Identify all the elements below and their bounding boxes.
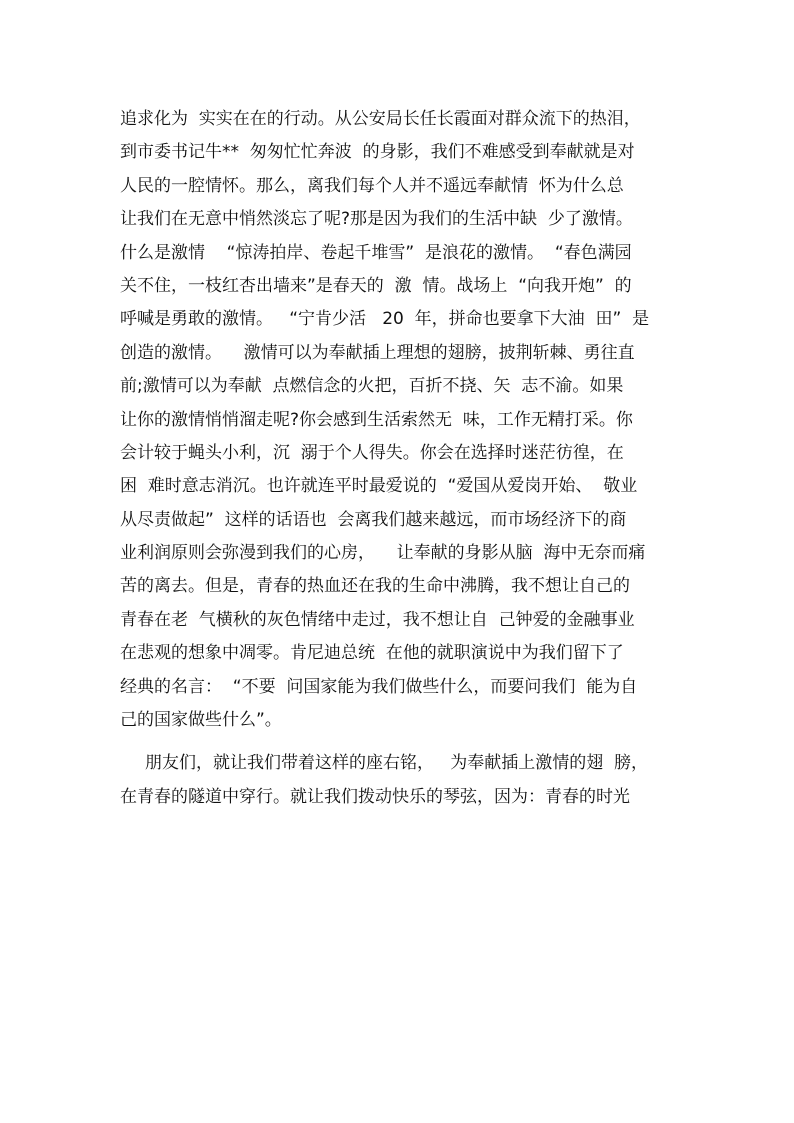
text-line: 呼喊是勇敢的激情。 “宁肯少活 20 年，拼命也要拿下大油 田” 是: [120, 309, 650, 330]
text-line: 朋友们，就让我们带着这样的座右铭， 为奉献插上激情的翅 膀，: [145, 753, 649, 774]
text-line: 从尽责做起” 这样的话语也 会离我们越来越远，而市场经济下的商: [120, 509, 627, 530]
text-line: 到市委书记牛** 匆匆忙忙奔波 的身影，我们不难感受到奉献就是对: [120, 142, 635, 163]
text-line: 业利润原则会弥漫到我们的心房， 让奉献的身影从脑 海中无奈而痛: [120, 543, 646, 564]
paragraph-1: [120, 103, 680, 737]
text-line: 什么是激情 “惊涛拍岸、卷起千堆雪” 是浪花的激情。 “春色满园: [120, 242, 632, 263]
text-line: 让我们在无意中悄然淡忘了呢?那是因为我们的生活中缺 少了激情。: [120, 209, 633, 230]
paragraph-gap: [120, 737, 680, 747]
text-line: 前;激情可以为奉献 点燃信念的火把，百折不挠、矢 志不渝。如果: [120, 376, 624, 397]
text-line: 创造的激情。 激情可以为奉献插上理想的翅膀，披荆斩棘、勇往直: [120, 342, 635, 363]
text-line: 关不住，一枝红杏出墙来”是春天的 激 情。战场上 “向我开炮” 的: [120, 275, 632, 296]
text-line: 经典的名言： “不要 问国家能为我们做些什么，而要问我们 能为自: [120, 676, 638, 697]
text-line: 青春在老 气横秋的灰色情绪中走过，我不想让自 己钟爱的金融事业: [120, 609, 635, 630]
text-line: 己的国家做些什么”。: [120, 710, 282, 731]
body-text: [120, 103, 680, 814]
text-line: 苦的离去。但是，青春的热血还在我的生命中沸腾，我不想让自己的: [120, 576, 630, 597]
paragraph-2: [120, 747, 680, 814]
text-line: 人民的一腔情怀。那么，离我们每个人并不遥远奉献情 怀为什么总: [120, 175, 624, 196]
text-line: 困 难时意志消沉。也许就连平时最爱说的 “爱国从爱岗开始、 敬业: [120, 476, 638, 497]
text-line: 让你的激情悄悄溜走呢?你会感到生活索然无 味，工作无精打采。你: [120, 409, 633, 430]
text-line: 会计较于蝇头小利，沉 溺于个人得失。你会在选择时迷茫彷徨，在: [120, 442, 624, 463]
text-line: 追求化为 实实在在的行动。从公安局长任长霞面对群众流下的热泪，: [120, 109, 641, 129]
text-line: 在悲观的想象中凋零。肯尼迪总统 在他的就职演说中为我们留下了: [120, 643, 624, 664]
text-line: 在青春的隧道中穿行。就让我们拨动快乐的琴弦，因为：青春的时光: [120, 786, 630, 807]
